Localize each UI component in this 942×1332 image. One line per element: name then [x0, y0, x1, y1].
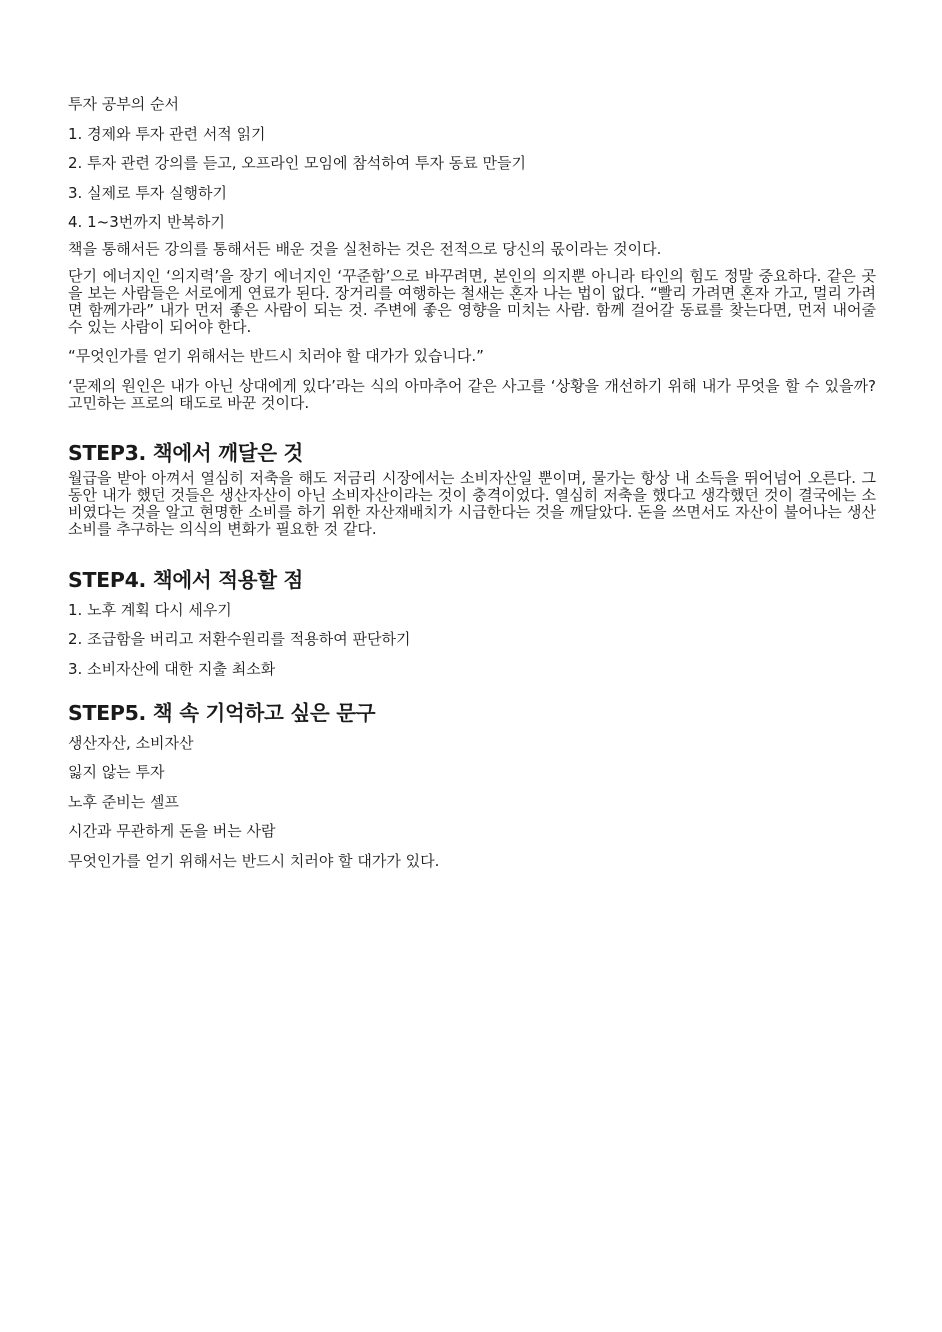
- step5-quote: 노후 준비는 셀프: [68, 792, 179, 811]
- step5-quote: 잃지 않는 투자: [68, 763, 165, 781]
- step4-item: 1. 노후 계획 다시 세우기: [68, 600, 232, 619]
- document-body: [68, 96, 876, 882]
- intro-step: 1. 경제와 투자 관련 서적 읽기: [68, 124, 266, 143]
- intro-step: 2. 투자 관련 강의를 듣고, 오프라인 모임에 참석하여 투자 동료 만들기: [68, 154, 526, 172]
- intro-paragraph: 책을 통해서든 강의를 통해서든 배운 것을 실천하는 것은 전적으로 당신의 몫이라는 것이다.: [68, 240, 662, 258]
- step5-heading: STEP5. 책 속 기억하고 싶은 문구: [68, 700, 376, 725]
- step5-quote: 생산자산, 소비자산: [68, 733, 194, 752]
- intro-paragraph: ‘문제의 원인은 내가 아닌 상대에게 있다’라는 식의 아마추어 같은 사고를 ‘상황을 개선하기 위해 내가 무엇을 할 수 있을까? 고민하는 프로의 태도로 바꾼 것이다.: [68, 376, 876, 412]
- intro-step: 3. 실제로 투자 실행하기: [68, 183, 228, 202]
- step5-quote: 무엇인가를 얻기 위해서는 반드시 치러야 할 대가가 있다.: [68, 851, 440, 870]
- step3-heading: STEP3. 책에서 깨달은 것: [68, 440, 304, 465]
- intro-step: 4. 1~3번까지 반복하기: [68, 213, 225, 231]
- step4-item: 3. 소비자산에 대한 지출 최소화: [68, 659, 276, 678]
- step4-heading: STEP4. 책에서 적용할 점: [68, 567, 304, 592]
- intro-quote: “무엇인가를 얻기 위해서는 반드시 치러야 할 대가가 있습니다.”: [68, 347, 484, 365]
- step3-text: 월급을 받아 아껴서 열심히 저축을 해도 저금리 시장에서는 소비자산일 뿐이며, 물가는 항상 내 소득을 뛰어넘어 오른다. 그동안 내가 했던 것들은 생산자산이 아닌 소비자산이라는 것이 충격이었다. 열심히 저축을 했다고 생각했던 것이 결국에는 소비였다는 것을 알고 현명한 소비를 하기 위한 자산재배치가 시급한다는 것을 깨달았다. 돈을 쓰면서도 자산이 불어나는 생산소비를 추구하는 의식의 변화가 필요한 것 같다.: [68, 468, 876, 538]
- step5-quote: 시간과 무관하게 돈을 버는 사람: [68, 822, 276, 840]
- intro-title: 투자 공부의 순서: [68, 95, 179, 113]
- intro-paragraph: 단기 에너지인 ‘의지력’을 장기 에너지인 ‘꾸준함’으로 바꾸려면, 본인의 의지뿐 아니라 타인의 힘도 정말 중요하다. 같은 곳을 보는 사람들은 서로에게 연료가 된다. 장거리를 여행하는 철새는 혼자 나는 법이 없다. “빨리 가려면 혼자 가고, 멀리 가려면 함께가라” 내가 먼저 좋은 사람이 되는 것. 주변에 좋은 영향을 미치는 사람. 함께 걸어갈 동료를 찾는다면, 먼저 내어줄 수 있는 사람이 되어야 한다.: [68, 267, 876, 336]
- step4-item: 2. 조급함을 버리고 저환수원리를 적용하여 판단하기: [68, 630, 411, 648]
